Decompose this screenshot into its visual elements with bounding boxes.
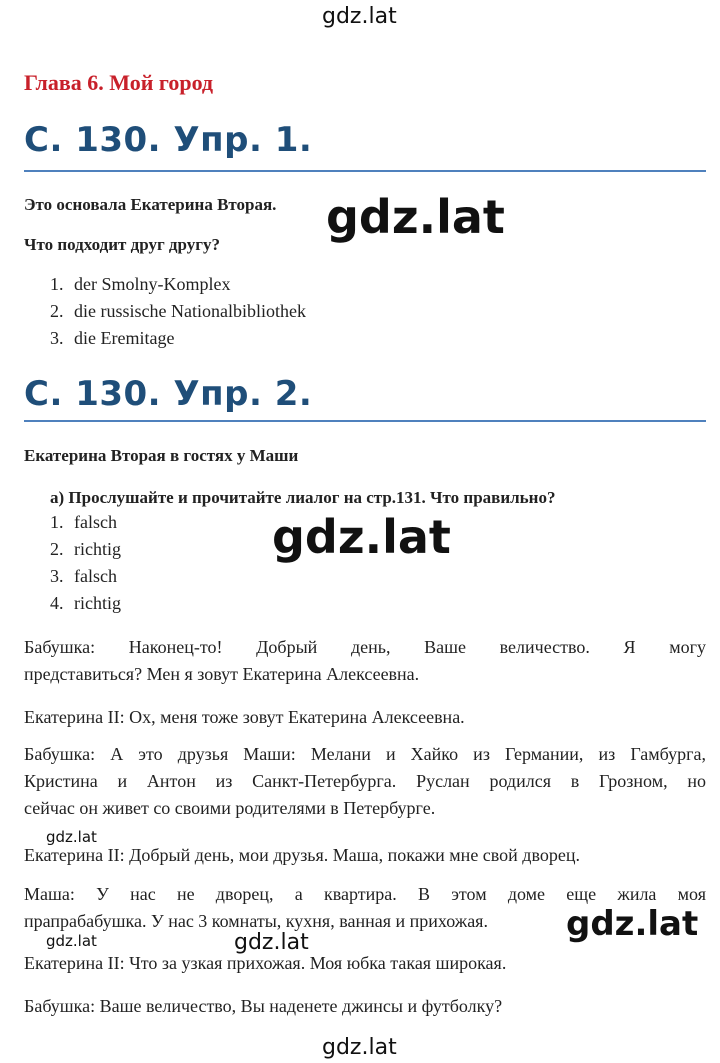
watermark-small-3: gdz.lat: [234, 930, 309, 955]
list-item-number: 4.: [50, 593, 64, 613]
watermark-big-2: gdz.lat: [272, 510, 451, 564]
list-item: [50, 512, 121, 539]
dialogue-line: представиться? Мен я зовут Екатерина Алексеевна.: [24, 664, 420, 684]
list-item: [50, 328, 306, 355]
section2-subtitle: Екатерина Вторая в гостях у Маши: [24, 446, 299, 465]
list-item-number: 2.: [50, 539, 64, 559]
list-item-text: richtig: [74, 539, 121, 559]
list-item: [50, 301, 306, 328]
list-item: [50, 566, 121, 593]
dialogue-line: Маша: У нас не дворец, а квартира. В этом доме еще жила моя: [24, 884, 706, 904]
dialogue-line: Бабушка: А это друзья Маши: Мелани и Хайко из Германии, из Гамбурга,: [24, 744, 706, 764]
list-item-text: die Eremitage: [74, 328, 175, 348]
section2-answers: [50, 512, 121, 620]
dialogue-line: Екатерина II: Добрый день, мои друзья. Маша, покажи мне свой дворец.: [24, 845, 580, 865]
section2-task: а) Прослушайте и прочитайте лиалог на стр.131. Что правильно?: [50, 488, 556, 507]
section2-rule: [24, 420, 706, 422]
watermark-top: gdz.lat: [322, 4, 397, 29]
section1-question: Что подходит друг другу?: [24, 235, 220, 254]
dialogue-line: сейчас он живет со своими родителями в Петербурге.: [24, 798, 436, 818]
section1-heading: С. 130. Упр. 1.: [24, 120, 313, 160]
dialogue-line: прапрабабушка. У нас 3 комнаты, кухня, ванная и прихожая.: [24, 911, 488, 931]
list-item-text: die russische Nationalbibliothek: [74, 301, 306, 321]
list-item: [50, 274, 306, 301]
dialogue-line: Екатерина II: Что за узкая прихожая. Моя юбка такая широкая.: [24, 953, 507, 973]
watermark-big-3: gdz.lat: [566, 904, 699, 944]
dialogue-line: Екатерина II: Ох, меня тоже зовут Екатерина Алексеевна.: [24, 707, 465, 727]
list-item-number: 3.: [50, 328, 64, 348]
list-item-text: falsch: [74, 512, 117, 532]
list-item-text: der Smolny-Komplex: [74, 274, 231, 294]
list-item: [50, 539, 121, 566]
dialogue-line: Бабушка: Ваше величество, Вы наденете джинсы и футболку?: [24, 996, 503, 1016]
dialogue-line: Кристина и Антон из Санкт-Петербурга. Руслан родился в Грозном, но: [24, 771, 706, 791]
list-item-number: 1.: [50, 512, 64, 532]
list-item: [50, 593, 121, 620]
list-item-number: 1.: [50, 274, 64, 294]
section1-intro: Это основала Екатерина Вторая.: [24, 195, 277, 214]
list-item-text: richtig: [74, 593, 121, 613]
dialogue-line: Бабушка: Наконец-то! Добрый день, Ваше величество. Я могу: [24, 637, 706, 657]
section1-list: [50, 274, 306, 355]
watermark-small-2: gdz.lat: [46, 932, 97, 950]
section2-heading: С. 130. Упр. 2.: [24, 374, 313, 414]
watermark-small-1: gdz.lat: [46, 828, 97, 846]
list-item-number: 2.: [50, 301, 64, 321]
watermark-big-1: gdz.lat: [326, 190, 505, 244]
list-item-text: falsch: [74, 566, 117, 586]
list-item-number: 3.: [50, 566, 64, 586]
watermark-bottom: gdz.lat: [322, 1035, 397, 1060]
section1-rule: [24, 170, 706, 172]
chapter-title: Глава 6. Мой город: [24, 70, 214, 95]
